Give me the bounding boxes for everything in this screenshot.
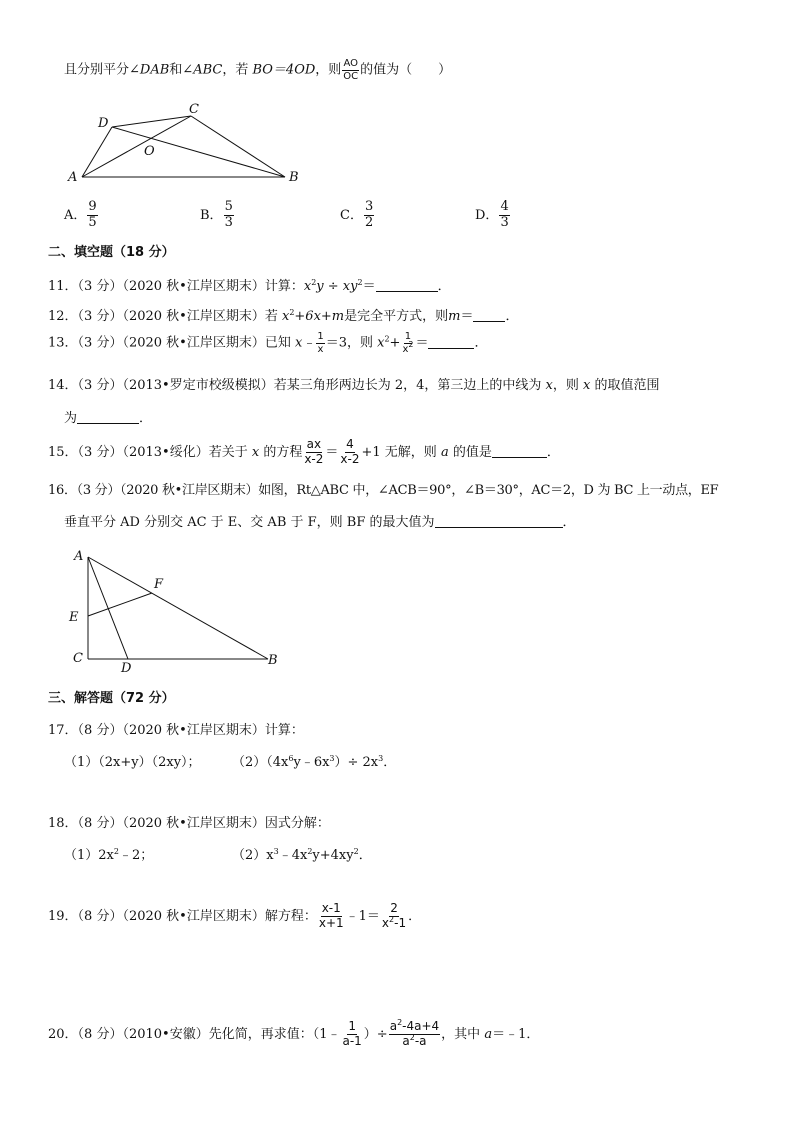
question-18: 18．（8 分）（2020 秋•江岸区期末）因式分解： — [48, 816, 330, 831]
answer-blank[interactable] — [473, 309, 505, 322]
option-b[interactable]: B． $\frac{5}{3}$ — [200, 199, 233, 230]
label-a: A — [68, 170, 78, 185]
question-12: 12．（3 分）（2020 秋•江岸区期末）若 $x^2+6x+m$是完全平方式，则m＝ ． — [48, 308, 519, 324]
option-c[interactable]: C． $\frac{3}{2}$ — [340, 199, 374, 230]
question-19: 19．（8 分）（2020 秋•江岸区期末）解方程： $\frac{x-1}{x+1}$ ﹣1＝ $\frac{2}{x^2-1}$ ． — [48, 901, 422, 930]
quadrilateral-figure — [60, 100, 310, 190]
label-c: C — [73, 651, 83, 666]
answer-blank[interactable] — [492, 445, 547, 458]
question-17-part1: （1）（2x+y）（2xy）； — [64, 755, 201, 770]
question-17: 17．（8 分）（2020 秋•江岸区期末）计算： — [48, 723, 304, 738]
label-a: A — [74, 549, 84, 564]
label-e: E — [69, 610, 79, 625]
question-14-line1: 14．（3 分）（2013•罗定市校级模拟）若某三角形两边长为 2，4，第三边上的中线为 x，则 x 的取值范围 — [48, 378, 660, 393]
label-o: O — [144, 144, 155, 159]
right-triangle-figure — [60, 545, 290, 675]
question-20: 20．（8 分）（2010•安徽）先化简，再求值：（1﹣ $\frac{1}{a-1}$ ）÷ $\frac{a^2-4a+4}{a^2-a}$ ，其中 a＝﹣1． — [48, 1018, 540, 1048]
question-18-part1: $(1)2x^2﹣2$； — [64, 847, 154, 863]
question-13: 13．（3 分）（2020 秋•江岸区期末）已知 x﹣ $\frac{1}{x}$ ＝3，则 $x^2+$ $\frac{1}{x^2}$ ＝ ． — [48, 331, 488, 355]
segment-ad — [88, 557, 128, 659]
label-d: D — [98, 116, 109, 131]
segment-ef — [88, 593, 152, 616]
segment-cb — [191, 116, 285, 177]
option-a[interactable]: A． $\frac{9}{5}$ — [64, 199, 97, 230]
answer-blank[interactable] — [376, 279, 438, 292]
answer-blank[interactable] — [435, 515, 563, 528]
section-answer-title: 三、解答题（72 分） — [48, 691, 175, 706]
question-15: 15．（3 分）（2013•绥化）若关于 x 的方程 $\frac{ax}{x-2}$ ＝ $\frac{4}{x-2}$ +1 无解，则 a 的值是 ． — [48, 437, 560, 466]
label-f: F — [154, 577, 164, 592]
diagonal-db — [112, 127, 285, 177]
segment-dc — [112, 116, 191, 127]
answer-blank[interactable] — [428, 336, 474, 349]
ratio-fraction: $\frac{AO}{OC}$ — [343, 58, 359, 82]
section-fill-in-title: 二、填空题（18 分） — [48, 245, 175, 260]
question-14-line2: 为 ． — [64, 411, 153, 426]
label-c: C — [189, 102, 199, 117]
question-16-line2: 垂直平分 AD 分别交 AC 于 E、交 AB 于 F，则 BF 的最大值为 ． — [64, 515, 576, 530]
label-d: D — [121, 661, 132, 675]
segment-ab — [88, 557, 268, 659]
question-16-line1: 16．（3 分）（2020 秋•江岸区期末）如图，Rt△ABC 中，∠ACB＝90°，∠B＝30°，AC＝2，D 为 BC 上一动点，EF — [48, 483, 719, 498]
label-b: B — [268, 653, 278, 668]
q10-stem-line: 且分别平分∠DAB和∠ABC，若 BO＝4OD，则 $\frac{AO}{OC}$ 的值为（ ） — [64, 58, 452, 82]
question-18-part2: $(2)x^3﹣4x^2y+4xy^2$． — [232, 847, 372, 863]
segment-ad — [82, 127, 112, 177]
answer-blank[interactable] — [77, 411, 139, 424]
question-17-part2: $(2)(4x^6y﹣6x^3)\div 2x^3$． — [232, 754, 397, 770]
question-11: 11．（3 分）（2020 秋•江岸区期末）计算：$x^2y \div xy^2=$ ． — [48, 278, 451, 294]
label-b: B — [289, 170, 299, 185]
option-d[interactable]: D． $\frac{4}{3}$ — [475, 199, 509, 230]
